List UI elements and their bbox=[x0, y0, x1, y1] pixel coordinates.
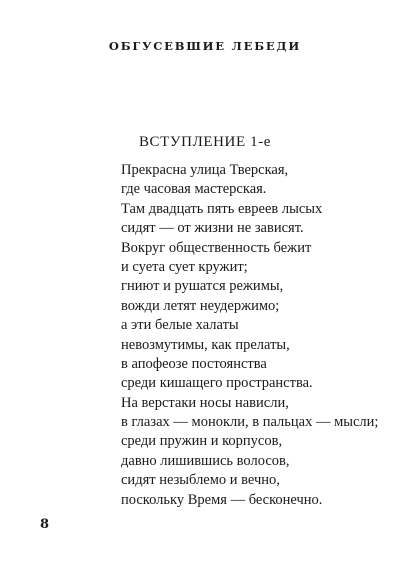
poem-line: в глазах — монокли, в пальцах — мысли; bbox=[121, 414, 379, 431]
poem-line: На верстаки носы нависли, bbox=[121, 394, 289, 411]
poem-line: в апофеозе постоянства bbox=[121, 355, 267, 372]
poem-line: среди пружин и корпусов, bbox=[121, 433, 283, 450]
poem-body bbox=[121, 161, 378, 510]
poem-line: давно лишившись волосов, bbox=[121, 452, 290, 469]
poem-line: где часовая мастерская. bbox=[121, 181, 267, 198]
poem-line: сидят незыблемо и вечно, bbox=[121, 472, 280, 489]
poem-line: и суета сует кружит; bbox=[121, 258, 248, 275]
poem-line: Прекрасна улица Тверская, bbox=[121, 162, 289, 178]
page-number: 8 bbox=[40, 517, 50, 532]
poem-line: невозмутимы, как прелаты, bbox=[121, 336, 290, 353]
poem-line: Вокруг общественность бежит bbox=[121, 239, 312, 256]
poem-line: сидят — от жизни не зависят. bbox=[121, 220, 304, 237]
section-title: ВСТУПЛЕНИЕ 1-е bbox=[138, 134, 272, 150]
poem-line: Там двадцать пять евреев лысых bbox=[121, 200, 323, 217]
poem-line: поскольку Время — бесконечно. bbox=[121, 491, 323, 508]
running-head: ОБГУСЕВШИЕ ЛЕБЕДИ bbox=[108, 39, 302, 53]
poem-line: среди кишащего пространства. bbox=[121, 375, 313, 392]
poem-line: а эти белые халаты bbox=[121, 317, 239, 334]
poem-line: гниют и рушатся режимы, bbox=[121, 278, 284, 295]
poem-line: вожди летят неудержимо; bbox=[121, 297, 280, 314]
